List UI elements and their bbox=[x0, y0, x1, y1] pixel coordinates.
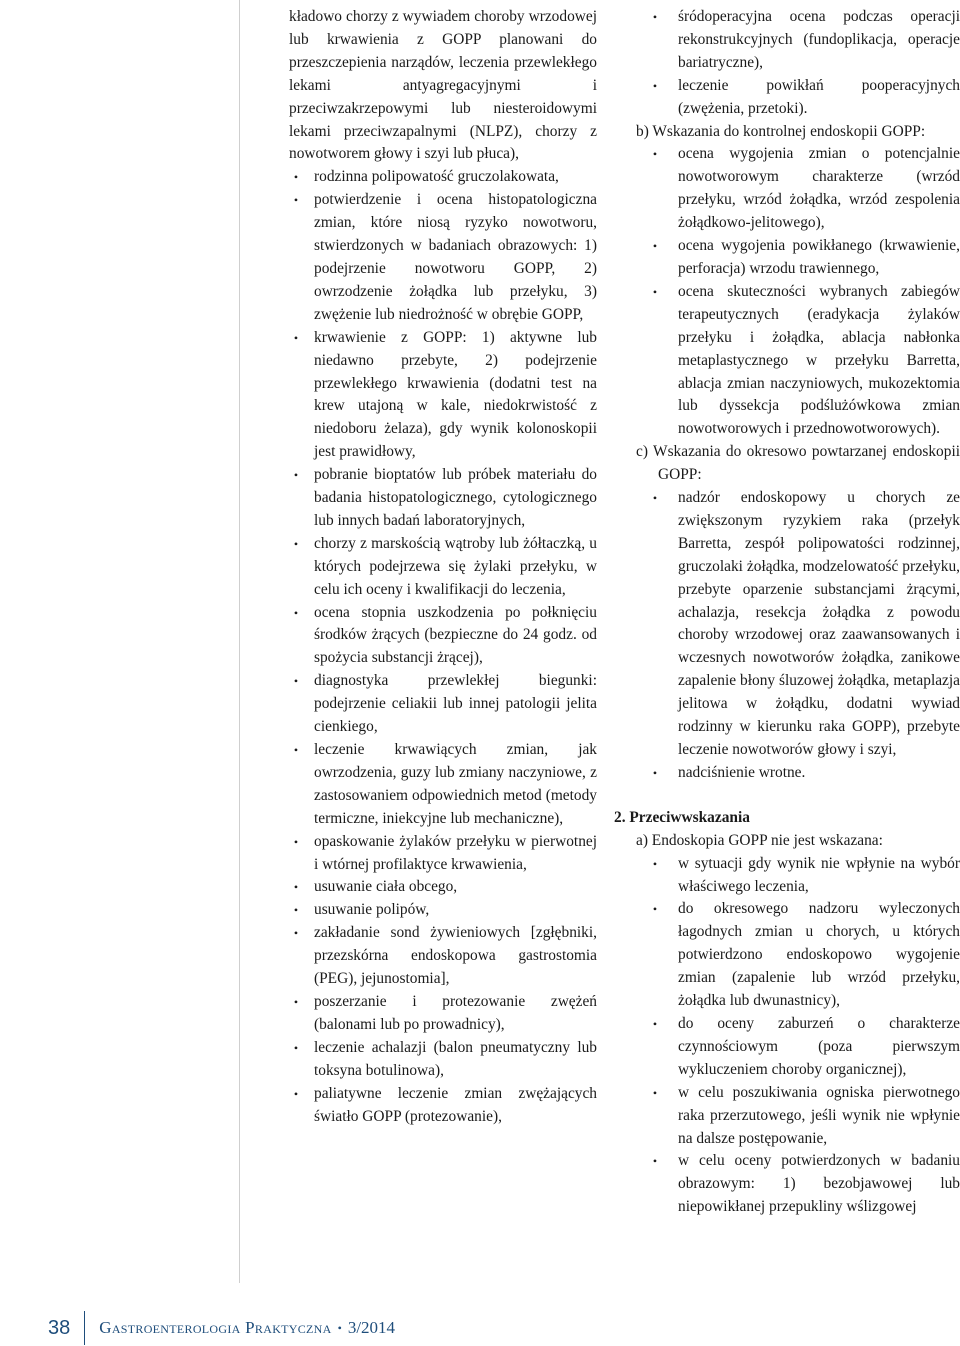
bullet-icon: • bbox=[652, 902, 658, 917]
list-item-text: w celu oceny potwierdzonych w badaniu obrazowym: 1) bezobjawowej lub niepowikłanej przepukliny wślizgowej bbox=[678, 1152, 960, 1216]
list-item-text: zakładanie sond żywieniowych [zgłębniki, przezskórna endoskopowa gastrostomia (PEG), jejunostomia], bbox=[314, 924, 597, 988]
bullet-icon: • bbox=[293, 605, 299, 620]
bullet-icon: • bbox=[652, 78, 658, 93]
list-item bbox=[652, 6, 960, 75]
bullet-icon: • bbox=[293, 536, 299, 551]
list-item bbox=[652, 1150, 960, 1219]
intro-paragraph: kładowo chorzy z wywiadem choroby wrzodowej lub krwawienia z GOPP planowani do przeszczepienia narządów, leczenia przewlekłego lekami antyagregacyjnymi i przeciwzakrzepowymi lub niesteroidowymi lekami przeciwzapalnymi (NLPZ), chorzy z nowotworem głowy i szyi lub płuca), bbox=[289, 8, 597, 163]
page-footer bbox=[48, 1314, 395, 1342]
issue-separator: • bbox=[337, 1320, 342, 1335]
list-item-text: krwawienie z GOPP: 1) aktywne lub niedawno przebyte, 2) podejrzenie przewlekłego krwawienia (dodatni test na krew utajoną w kale, niedokrwistość z niedoboru żelaza), gdy wynik kolonoskopii jest prawidłowy, bbox=[314, 328, 597, 461]
bullet-icon: • bbox=[652, 239, 658, 254]
list-item bbox=[289, 739, 597, 831]
bullet-icon: • bbox=[293, 834, 299, 849]
bullet-icon: • bbox=[652, 147, 658, 162]
list-item-text: paliatywne leczenie zmian zwężających światło GOPP (protezowanie), bbox=[314, 1084, 597, 1125]
list-item-text: ocena wygojenia powikłanego (krwawienie, perforacja) wrzodu trawiennego, bbox=[678, 237, 960, 277]
bullet-icon: • bbox=[652, 1154, 658, 1169]
list-item bbox=[289, 327, 597, 464]
list-item bbox=[289, 670, 597, 739]
list-item bbox=[289, 1037, 597, 1083]
bullet-icon: • bbox=[293, 468, 299, 483]
list-item bbox=[289, 602, 597, 671]
list-item-text: do oceny zaburzeń o charakterze czynnościowym (poza pierwszym wykluczeniem choroby organicznej), bbox=[678, 1014, 960, 1078]
list-item-text: usuwanie polipów, bbox=[314, 901, 430, 919]
bullet-icon: • bbox=[293, 330, 299, 345]
list-item-text: ocena wygojenia zmian o potencjalnie nowotworowym charakterze (wrzód przełyku, wrzód żołądka, wrzód zespolenia żołądkowo-jelitowego), bbox=[678, 145, 960, 232]
list-item-text: usuwanie ciała obcego, bbox=[314, 878, 458, 896]
left-column bbox=[289, 0, 597, 1128]
page-number: 38 bbox=[48, 1316, 71, 1339]
list-item bbox=[652, 762, 960, 785]
bullet-icon: • bbox=[293, 170, 299, 185]
list-item bbox=[289, 876, 597, 899]
list-item-text: leczenie krwawiących zmian, jak owrzodzenia, guzy lub zmiany naczyniowe, z zastosowaniem odpowiednich metod (metody termiczne, iniekcyjne lub mechaniczne), bbox=[314, 741, 597, 827]
bullet-icon: • bbox=[652, 284, 658, 299]
list-item bbox=[652, 143, 960, 235]
list-item-text: ocena skuteczności wybranych zabiegów terapeutycznych (eradykacja żylaków przełyku i żołądka, ablacja nabłonka metaplastycznego w przełyku Barretta, ablacja zmian naczyniowych, mukozektomia lub dyssekcja podślużówkowa zmian nowotworowych i przednowotworowych). bbox=[678, 282, 960, 438]
list-item-text: potwierdzenie i ocena histopatologiczna zmian, które niosą ryzyko nowotworu, stwierdzonych w badaniach obrazowych: 1) podejrzenie nowotworu GOPP, 2) owrzodzenie żołądka lub przełyku, 3) zwężenie lub niedrożność w obrębie GOPP, bbox=[314, 191, 597, 323]
sidebar-divider bbox=[239, 0, 240, 1283]
list-item-text: do okresowego nadzoru wyleczonych łagodnych zmian u chorych, u których potwierdzono endoskopowo wygojenie zmian (zapalenie lub wrzód przełyku, żołądka lub dwunastnicy), bbox=[678, 900, 960, 1010]
bullet-icon: • bbox=[293, 193, 299, 208]
section-2a-heading: a) Endoskopia GOPP nie jest wskazana: bbox=[636, 831, 883, 849]
bullet-icon: • bbox=[293, 1040, 299, 1055]
bullet-icon: • bbox=[293, 926, 299, 941]
list-item-text: diagnostyka przewlekłej biegunki: podejrzenie celiakii lub innej patologii jelita cienkiego, bbox=[314, 672, 597, 736]
list-item-text: ocena stopnia uszkodzenia po połknięciu środków żrących (bezpieczne do 24 godz. od spożycia substancji żrącej), bbox=[314, 603, 597, 667]
bullet-icon: • bbox=[652, 491, 658, 506]
list-item bbox=[289, 991, 597, 1037]
list-item bbox=[289, 464, 597, 533]
list-item bbox=[289, 166, 597, 189]
list-item bbox=[652, 487, 960, 762]
bullet-icon: • bbox=[293, 903, 299, 918]
list-item-text: w celu poszukiwania ogniska pierwotnego raka przerzutowego, jeśli wynik nie wpłynie na dalsze postępowanie, bbox=[678, 1083, 960, 1147]
bullet-icon: • bbox=[293, 1086, 299, 1101]
list-item bbox=[289, 831, 597, 877]
bullet-icon: • bbox=[293, 743, 299, 757]
bullet-icon: • bbox=[652, 856, 658, 871]
section-2a-list bbox=[652, 853, 960, 1220]
journal-name: Gastroenterologia Praktyczna bbox=[99, 1318, 332, 1337]
section-c-list bbox=[652, 487, 960, 785]
bullet-icon: • bbox=[652, 1016, 658, 1031]
continued-indications-list bbox=[652, 6, 960, 121]
list-item bbox=[652, 235, 960, 281]
list-item bbox=[652, 1082, 960, 1151]
list-item-text: w sytuacji gdy wynik nie wpłynie na wybór właściwego leczenia, bbox=[678, 854, 960, 895]
bullet-icon: • bbox=[293, 674, 299, 689]
indications-list bbox=[289, 166, 597, 1128]
list-item bbox=[652, 898, 960, 1013]
list-item bbox=[289, 533, 597, 602]
bullet-icon: • bbox=[652, 10, 658, 24]
journal-issue: 3/2014 bbox=[347, 1318, 396, 1337]
list-item-text: rodzinna polipowatość gruczolakowata, bbox=[314, 168, 559, 186]
footer-divider bbox=[84, 1311, 85, 1345]
list-item bbox=[652, 853, 960, 899]
section-b-list bbox=[652, 143, 960, 441]
list-item-text: chorzy z marskością wątroby lub żółtaczką, u których podejrzewa się żylaki przełyku, w celu ich oceny i kwalifikacji do leczenia, bbox=[314, 534, 597, 598]
list-item bbox=[289, 1083, 597, 1129]
list-item-text: śródoperacyjna ocena podczas operacji rekonstrukcyjnych (fundoplikacja, operacje bariatryczne), bbox=[678, 8, 960, 71]
right-column bbox=[614, 0, 960, 1219]
list-item-text: nadciśnienie wrotne. bbox=[678, 763, 806, 781]
list-item-text: opaskowanie żylaków przełyku w pierwotnej i wtórnej profilaktyce krwawienia, bbox=[314, 832, 597, 873]
list-item-text: poszerzanie i protezowanie zwężeń (balonami lub po prowadnicy), bbox=[314, 992, 597, 1033]
list-item bbox=[289, 899, 597, 922]
bullet-icon: • bbox=[293, 880, 299, 895]
list-item bbox=[289, 189, 597, 326]
list-item-text: leczenie powikłań pooperacyjnych (zwężenia, przetoki). bbox=[678, 76, 960, 117]
list-item bbox=[652, 1013, 960, 1082]
list-item-text: pobranie bioptatów lub próbek materiału do badania histopatologicznego, cytologicznego lub innych badań laboratoryjnych, bbox=[314, 466, 597, 529]
list-item bbox=[289, 922, 597, 991]
list-item bbox=[652, 281, 960, 441]
bullet-icon: • bbox=[652, 1085, 658, 1100]
contraindications-heading: 2. Przeciwwskazania bbox=[614, 808, 750, 826]
section-c-heading: c) Wskazania do okresowo powtarzanej endoskopii GOPP: bbox=[636, 443, 960, 484]
bullet-icon: • bbox=[293, 994, 299, 1009]
section-b-heading: b) Wskazania do kontrolnej endoskopii GOPP: bbox=[636, 122, 926, 140]
bullet-icon: • bbox=[652, 765, 658, 780]
list-item-text: leczenie achalazji (balon pneumatyczny lub toksyna botulinowa), bbox=[314, 1038, 597, 1079]
list-item bbox=[652, 75, 960, 121]
list-item-text: nadzór endoskopowy u chorych ze zwiększonym ryzykiem raka (przełyk Barretta, zespół polipowatości rodzinnej, gruczolaki żołądka, modzelowatość przełyku, przebyte oparzenie substancjami żrącymi, achalazja, resekcja żołądka z powodu choroby wrzodowej oraz zaawansowanych i wczesnych nowotworów żołądka, zanikowe zapalenie błony śluzowej żołądka, metaplazja jelitowa w żołądku, dodatni wywiad rodzinny w kierunku raka GOPP), przebyte leczenie nowotworów głowy i szyi, bbox=[678, 489, 960, 758]
